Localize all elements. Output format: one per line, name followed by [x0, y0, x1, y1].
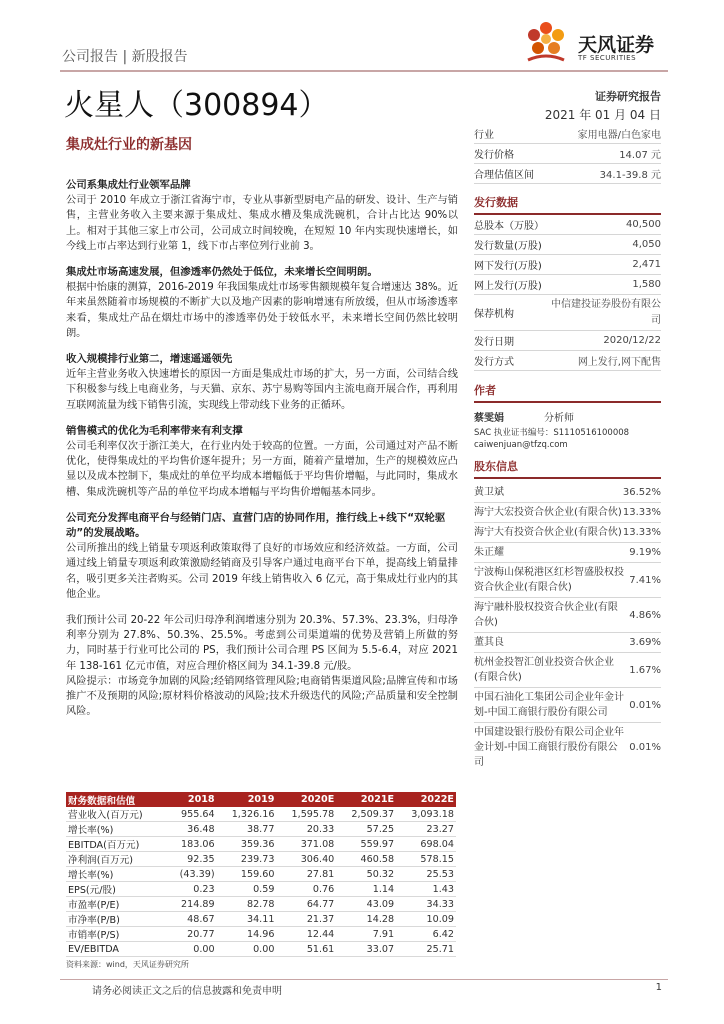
- issue-data: [474, 194, 661, 371]
- section-7: [66, 674, 458, 720]
- page-number: 1: [655, 982, 662, 993]
- summary-column: [66, 178, 458, 731]
- section-body: 公司于 2010 年成立于浙江省海宁市，专业从事新型厨电产品的研发、设计、生产与销售，主营业务收入主要来源于集成灶、集成水槽及集成洗碗机，合计占比达 90%以上。相对于其他三家上市公司，公司成立时间较晚，在短短 10 年内实现快速增长，如今线上市占率达到行业第 1，线下市占率位列行业前 3。: [66, 195, 458, 252]
- author-line: [474, 409, 661, 424]
- table-cell: 51.61: [276, 942, 336, 957]
- table-cell: (43.39): [167, 867, 217, 882]
- report-type: 公司报告 | 新股报告: [62, 49, 188, 65]
- table-cell: 23.27: [396, 822, 456, 837]
- kv-key: 发行数量(万股): [474, 241, 542, 252]
- table-cell: 64.77: [276, 897, 336, 912]
- table-cell: 20.33: [276, 822, 336, 837]
- table-cell: 10.09: [396, 912, 456, 927]
- section-5: [66, 511, 458, 602]
- table-cell: 559.97: [336, 837, 396, 852]
- table-cell: EBITDA(百万元): [66, 837, 167, 852]
- report-date: 2021 年 01 月 04 日: [544, 108, 661, 122]
- shareholder-pct: 4.86%: [629, 609, 661, 621]
- table-cell: 1,326.16: [217, 807, 277, 822]
- kv-key: 发行方式: [474, 357, 514, 368]
- table-row: [66, 822, 456, 837]
- section-2: [66, 265, 458, 341]
- disclaimer-note: 请务必阅读正文之后的信息披露和免责申明: [92, 986, 282, 997]
- kv-value: 14.07 元: [619, 150, 661, 161]
- author-email[interactable]: caiwenjuan@tfzq.com: [474, 440, 568, 450]
- author-info: [474, 382, 661, 456]
- shareholder-name: 董其良: [474, 637, 504, 648]
- shareholder-row: [474, 503, 661, 523]
- shareholder-row: [474, 723, 661, 772]
- table-cell: 371.08: [276, 837, 336, 852]
- table-cell: 营业收入(百万元): [66, 807, 167, 822]
- section-6: [66, 613, 458, 674]
- table-cell: 48.67: [167, 912, 217, 927]
- table-cell: 6.42: [396, 927, 456, 942]
- table-header-cell: 2022E: [396, 792, 456, 807]
- table-cell: 增长率(%): [66, 822, 167, 837]
- table-header-cell: 2019: [217, 792, 277, 807]
- shareholder-title: 股东信息: [474, 458, 661, 479]
- kv-row: [474, 124, 661, 144]
- table-header-cell: 2020E: [276, 792, 336, 807]
- shareholder-row: [474, 598, 661, 633]
- kv-row: [474, 295, 661, 331]
- table-cell: 2,509.37: [336, 807, 396, 822]
- author-title: 作者: [474, 382, 661, 403]
- kv-key: 发行日期: [474, 337, 514, 348]
- table-cell: 214.89: [167, 897, 217, 912]
- table-cell: 27.81: [276, 867, 336, 882]
- table-row: [66, 927, 456, 942]
- shareholder-name: 海宁大有投资合伙企业(有限合伙): [474, 527, 622, 538]
- kv-value: 网上发行,网下配售: [577, 357, 661, 368]
- shareholder-name: 宁波梅山保税港区红杉智盛股权投资合伙企业(有限合伙): [474, 567, 624, 593]
- shareholder-row: [474, 523, 661, 543]
- kv-value: 2,471: [632, 259, 661, 270]
- shareholder-pct: 3.69%: [629, 637, 661, 648]
- header-divider: [60, 70, 668, 72]
- table-cell: 20.77: [167, 927, 217, 942]
- kv-row: [474, 331, 661, 351]
- table-cell: 578.15: [396, 852, 456, 867]
- table-cell: EPS(元/股): [66, 882, 167, 897]
- shareholder-name: 中国石油化工集团公司企业年金计划-中国工商银行股份有限公司: [474, 692, 624, 718]
- table-cell: 50.32: [336, 867, 396, 882]
- kv-row: [474, 275, 661, 295]
- kv-value: 4,050: [632, 239, 661, 250]
- shareholder-row: [474, 688, 661, 723]
- shareholder-row: [474, 653, 661, 688]
- kv-value: 34.1-39.8 元: [599, 170, 661, 181]
- shareholder-name: 杭州金投智汇创业投资合伙企业(有限合伙): [474, 657, 614, 683]
- shareholder-name: 朱正耀: [474, 547, 504, 558]
- shareholder-name: 中国建设银行股份有限公司企业年金计划-中国工商银行股份有限公司: [474, 727, 624, 768]
- shareholder-pct: 13.33%: [622, 507, 661, 518]
- kv-value: 40,500: [626, 219, 661, 230]
- table-cell: 25.71: [396, 942, 456, 957]
- report-kind: 证券研究报告: [595, 90, 661, 103]
- kv-value: 1,580: [632, 279, 661, 290]
- kv-row: [474, 144, 661, 164]
- kv-value: 2020/12/22: [603, 335, 661, 346]
- table-cell: 34.33: [396, 897, 456, 912]
- shareholder-name: 海宁融朴股权投资合伙企业(有限合伙): [474, 602, 618, 628]
- table-cell: 183.06: [167, 837, 217, 852]
- kv-key: 保荐机构: [474, 309, 514, 320]
- table-cell: 21.37: [276, 912, 336, 927]
- table-cell: 92.35: [167, 852, 217, 867]
- section-body: 根据中怡康的测算，2016-2019 年我国集成灶市场零售额规模年复合增速达 38%。近年来虽然随着市场规模的不断扩大以及地产因素的影响增速有所放缓，但从市场渗透率来看，集成灶产品在烟灶市场中的渗透率仍处于较低水平，未来增长空间仍然比较明朗。: [66, 282, 458, 339]
- table-header-cell: 财务数据和估值: [66, 792, 167, 807]
- shareholder-pct: 1.67%: [629, 664, 661, 676]
- section-title: 集成灶市场高速发展，但渗透率仍然处于低位，未来增长空间明朗。: [66, 266, 378, 279]
- table-header-cell: 2021E: [336, 792, 396, 807]
- table-cell: 0.23: [167, 882, 217, 897]
- author-name: 蔡雯娟: [474, 413, 504, 424]
- table-cell: 净利润(百万元): [66, 852, 167, 867]
- table-row: [66, 912, 456, 927]
- kv-key: 发行价格: [474, 150, 514, 161]
- kv-value: 中信建投证券股份有限公司: [551, 298, 661, 326]
- kv-row: [474, 235, 661, 255]
- shareholder-pct: 7.41%: [629, 574, 661, 586]
- table-row: [66, 867, 456, 882]
- table-row: [66, 837, 456, 852]
- table-cell: 1.43: [396, 882, 456, 897]
- table-cell: 增长率(%): [66, 867, 167, 882]
- shareholder-row: [474, 543, 661, 563]
- kv-key: 网下发行(万股): [474, 261, 542, 272]
- kv-key: 网上发行(万股): [474, 281, 542, 292]
- kv-row: [474, 164, 661, 184]
- table-cell: 159.60: [217, 867, 277, 882]
- table-cell: 1,595.78: [276, 807, 336, 822]
- table-cell: 12.44: [276, 927, 336, 942]
- report-subtitle: 集成灶行业的新基因: [66, 137, 192, 153]
- table-cell: 25.53: [396, 867, 456, 882]
- section-body: 我们预计公司 20-22 年公司归母净利润增速分别为 20.3%、57.3%、23.3%，归母净利率分别为 27.8%、50.3%、25.5%。考虑到公司渠道端的优势及营销上所做的努力，同时基于行业可比公司的 PS，我们预计公司合理 PS 区间为 5.5-6.4，对应 2021 年 138-161 亿元市值，对应合理价格区间为 34.1-39.8 元/股。: [66, 615, 458, 672]
- table-cell: 3,093.18: [396, 807, 456, 822]
- table-cell: 33.07: [336, 942, 396, 957]
- table-header-row: [66, 792, 456, 807]
- table-cell: 460.58: [336, 852, 396, 867]
- table-cell: 7.91: [336, 927, 396, 942]
- section-title: 销售模式的优化为毛利率带来有利支撑: [66, 424, 243, 437]
- table-cell: 0.76: [276, 882, 336, 897]
- table-cell: 市销率(P/S): [66, 927, 167, 942]
- table-cell: 43.09: [336, 897, 396, 912]
- shareholder-pct: 36.52%: [622, 487, 661, 498]
- author-role: 分析师: [544, 413, 574, 424]
- logo-text-en: TF SECURITIES: [578, 54, 637, 62]
- section-4: [66, 424, 458, 500]
- table-cell: 14.96: [217, 927, 277, 942]
- section-body: 公司毛利率仅次于浙江美大，在行业内处于较高的位置。一方面，公司通过对产品不断优化，使得集成灶的平均售价逐年提升；另一方面，随着产量增加，生产的规模效应凸显以及成本控制下，集成灶的单位平均成本增幅低于平均售价增幅，与此同时，集成水槽、集成洗碗机等产品的单位平均成本增幅与平均售价增幅基本同步。: [66, 441, 458, 498]
- section-body: 近年主营业务收入快速增长的原因一方面是集成灶市场的扩大，另一方面，公司结合线下积极参与线上电商业务，与天猫、京东、苏宁易购等国内主流电商开展合作，再利用互联网流量为线下销售引流，实现线上带动线下业务的正循环。: [66, 369, 458, 411]
- kv-row: [474, 215, 661, 235]
- section-title: 收入规模排行业第二，增速遥遥领先: [66, 353, 233, 366]
- table-row: [66, 852, 456, 867]
- table-cell: 34.11: [217, 912, 277, 927]
- shareholder-pct: 0.01%: [629, 699, 661, 711]
- table-cell: 698.04: [396, 837, 456, 852]
- table-source: 资料来源：wind，天风证券研究所: [66, 960, 189, 969]
- logo-flower-icon: [518, 18, 574, 68]
- table-cell: 市盈率(P/E): [66, 897, 167, 912]
- section-1: [66, 178, 458, 254]
- table-row: [66, 882, 456, 897]
- section-body: 公司所推出的线上销量专项返利政策取得了良好的市场效应和经济效益。一方面，公司通过线上销量专项返利政策激励经销商及引导客户通过电商平台下单，提高线上销量排名，吸引更多关注者购买。公司 2019 年线上销售收入 6 亿元，高于集成灶行业内的其他企业。: [66, 543, 458, 600]
- section-title: 公司系集成灶行业领军品牌: [66, 179, 191, 191]
- tf-securities-logo: [518, 18, 668, 68]
- table-cell: 359.36: [217, 837, 277, 852]
- section-title: 公司充分发挥电商平台与经销门店、直营门店的协同作用，推行线上+线下“双轮驱动”的发展战略。: [66, 511, 446, 540]
- table-cell: EV/EBITDA: [66, 942, 167, 957]
- shareholder-row: [474, 563, 661, 598]
- shareholder-info: [474, 458, 661, 772]
- table-cell: 306.40: [276, 852, 336, 867]
- shareholder-pct: 9.19%: [629, 547, 661, 558]
- table-row: [66, 807, 456, 822]
- table-cell: 955.64: [167, 807, 217, 822]
- shareholder-pct: 0.01%: [629, 742, 661, 753]
- industry-info: [474, 124, 661, 184]
- kv-row: [474, 255, 661, 275]
- table-cell: 0.00: [217, 942, 277, 957]
- kv-key: 行业: [474, 130, 494, 141]
- table-cell: 14.28: [336, 912, 396, 927]
- shareholder-pct: 13.33%: [622, 527, 661, 538]
- table-cell: 1.14: [336, 882, 396, 897]
- footer-divider: [60, 979, 668, 980]
- financial-table: [66, 792, 456, 957]
- table-cell: 市净率(P/B): [66, 912, 167, 927]
- issue-data-title: 发行数据: [474, 194, 661, 215]
- table-cell: 0.59: [217, 882, 277, 897]
- shareholder-name: 海宁大宏投资合伙企业(有限合伙): [474, 507, 622, 518]
- table-row: [66, 897, 456, 912]
- shareholder-name: 黄卫斌: [474, 487, 504, 498]
- table-header-cell: 2018: [167, 792, 217, 807]
- author-license: SAC 执业证书编号：S1110516100008: [474, 428, 630, 438]
- table-cell: 239.73: [217, 852, 277, 867]
- kv-row: [474, 351, 661, 371]
- risk-warning: 风险提示：市场竞争加剧的风险;经销网络管理风险;电商销售渠道风险;品牌宣传和市场推广不及预期的风险;原材料价格波动的风险;技术升级迭代的风险;产品质量和安全控制风险。: [66, 675, 458, 718]
- table-cell: 38.77: [217, 822, 277, 837]
- company-title: 火星人（300894）: [64, 88, 329, 123]
- shareholder-row: [474, 483, 661, 503]
- table-cell: 82.78: [217, 897, 277, 912]
- table-cell: 0.00: [167, 942, 217, 957]
- kv-value: 家用电器/白色家电: [577, 130, 661, 141]
- table-cell: 36.48: [167, 822, 217, 837]
- logo-text-cn: 天风证券: [578, 34, 655, 56]
- table-row: [66, 942, 456, 957]
- section-3: [66, 352, 458, 413]
- shareholder-row: [474, 633, 661, 653]
- table-cell: 57.25: [336, 822, 396, 837]
- kv-key: 总股本（万股）: [474, 221, 544, 232]
- kv-key: 合理估值区间: [474, 170, 534, 181]
